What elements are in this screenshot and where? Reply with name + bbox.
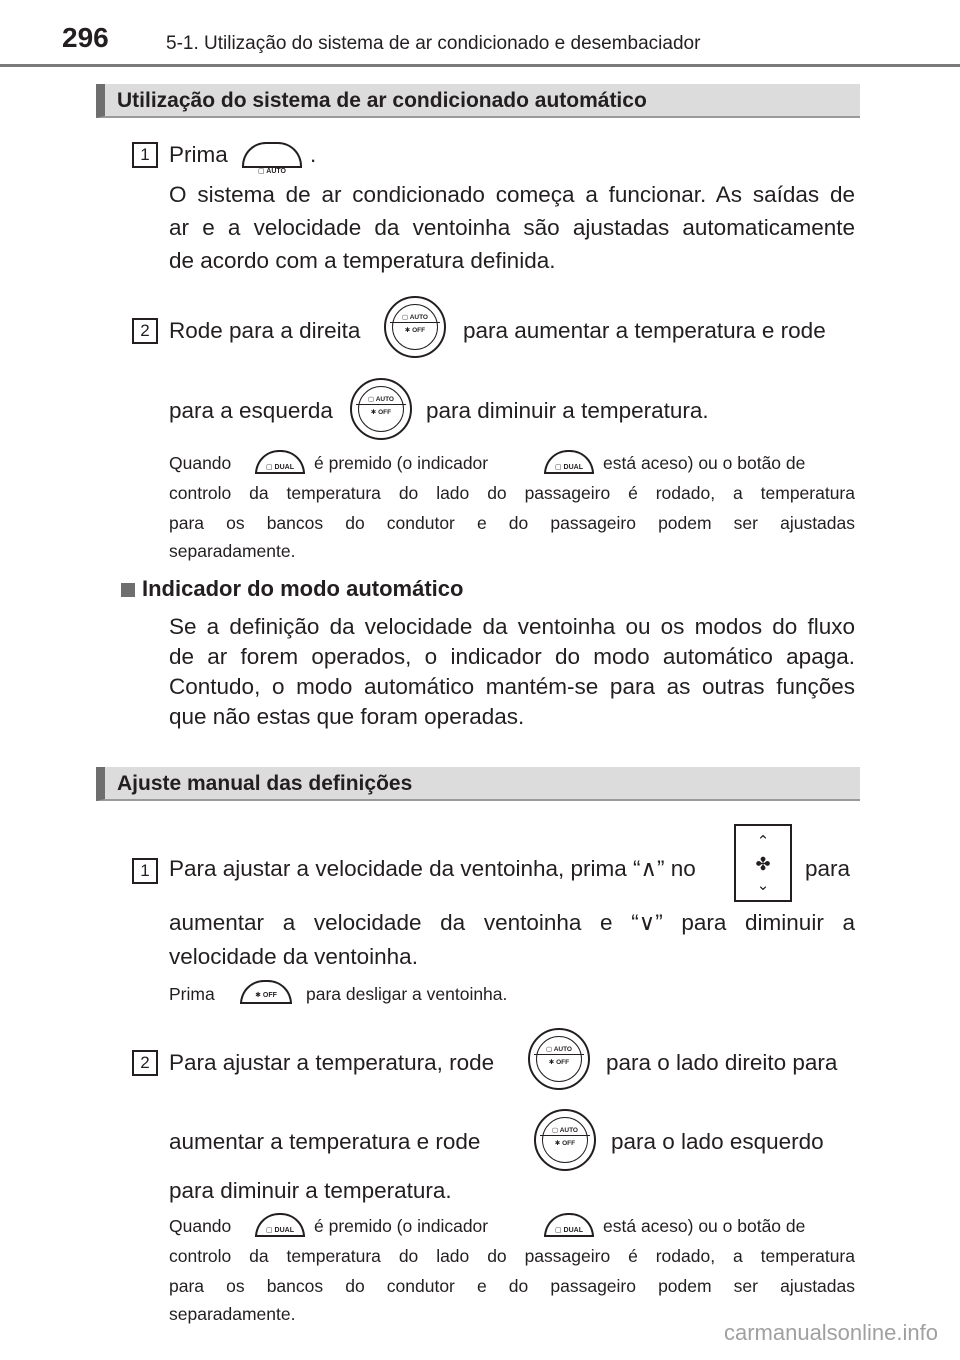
paragraph-line: ar e a velocidade da ventoinha são ajustadas automaticamente [169, 215, 855, 240]
note-text: separadamente. [169, 541, 296, 561]
note-text: é premido (o indicador [314, 453, 489, 473]
off-button-icon: ✱ OFF [240, 980, 292, 1004]
note-text: para desligar a ventoinha. [306, 984, 508, 1004]
note-text: separadamente. [169, 1304, 296, 1324]
note-text: está aceso) ou o botão de [603, 453, 806, 473]
dual-indicator-icon: ▢ DUAL [544, 450, 594, 474]
step-text: para diminuir a temperatura. [426, 398, 709, 423]
step-number-badge: 1 [132, 858, 158, 884]
temperature-knob-icon: ▢ AUTO ✱ OFF [350, 378, 412, 440]
note-text: Quando [169, 453, 232, 473]
section-title: Ajuste manual das definições [117, 772, 413, 795]
step-text: . [310, 142, 317, 167]
fan-speed-button-icon [734, 824, 792, 902]
step-text: Prima [169, 142, 228, 167]
note-text: para os bancos do condutor e do passageiro podem ser ajustadas [169, 513, 855, 533]
dual-button-icon: ▢ DUAL [255, 450, 305, 474]
step-text: para a esquerda [169, 398, 333, 423]
step-number-badge: 1 [132, 142, 158, 168]
temperature-knob-icon: ▢ AUTO ✱ OFF [384, 296, 446, 358]
paragraph-line: de ar forem operados, o indicador do modo automático apaga. [169, 644, 855, 669]
fan-icon: ✤ [755, 854, 771, 874]
step-text: Para ajustar a velocidade da ventoinha, prima “∧” no [169, 856, 696, 881]
note-text: Prima [169, 984, 215, 1004]
paragraph-line: Se a definição da velocidade da ventoinha ou os modos do fluxo [169, 614, 855, 639]
section-heading-manual [96, 767, 860, 801]
running-head: 5-1. Utilização do sistema de ar condicionado e desembaciador [166, 33, 701, 54]
temperature-knob-icon: ▢ AUTO ✱ OFF [528, 1028, 590, 1090]
note-text: para os bancos do condutor e do passageiro podem ser ajustadas [169, 1276, 855, 1296]
paragraph-line: Contudo, o modo automático mantém-se para as outras funções [169, 674, 855, 699]
step-text: para aumentar a temperatura e rode [463, 318, 826, 343]
dual-indicator-icon: ▢ DUAL [544, 1213, 594, 1237]
section-title: Utilização do sistema de ar condicionado automático [117, 89, 647, 112]
section-heading-auto [96, 84, 860, 118]
paragraph-line: de acordo com a temperatura definida. [169, 248, 556, 273]
step-text: Para ajustar a temperatura, rode [169, 1050, 495, 1075]
note-text: está aceso) ou o botão de [603, 1216, 806, 1236]
step-number-badge: 2 [132, 1050, 158, 1076]
step-number-badge: 2 [132, 318, 158, 344]
note-text: é premido (o indicador [314, 1216, 489, 1236]
subheading: Indicador do modo automático [142, 576, 464, 601]
paragraph-line: aumentar a velocidade da ventoinha e “∨” para diminuir a [169, 910, 855, 935]
auto-button-icon: ▢ AUTO [242, 142, 302, 168]
note-text: Quando [169, 1216, 232, 1236]
paragraph-line: O sistema de ar condicionado começa a funcionar. As saídas de [169, 182, 855, 207]
step-text: para o lado esquerdo [611, 1129, 824, 1154]
chevron-down-icon: ⌄ [756, 877, 770, 894]
step-text: para [805, 856, 851, 881]
paragraph-line: velocidade da ventoinha. [169, 944, 418, 969]
step-text: Rode para a direita [169, 318, 361, 343]
step-text: para o lado direito para [606, 1050, 838, 1075]
paragraph-line: para diminuir a temperatura. [169, 1178, 452, 1203]
page-number: 296 [62, 22, 109, 53]
paragraph-line: que não estas que foram operadas. [169, 704, 525, 729]
chevron-up-icon: ⌃ [756, 833, 770, 850]
note-text: controlo da temperatura do lado do passageiro é rodado, a temperatura [169, 483, 855, 503]
note-text: controlo da temperatura do lado do passageiro é rodado, a temperatura [169, 1246, 855, 1266]
header-rule [0, 64, 960, 67]
bullet-marker [121, 583, 135, 597]
step-text: aumentar a temperatura e rode [169, 1129, 481, 1154]
watermark: carmanualsonline.info [723, 1320, 938, 1345]
dual-button-icon: ▢ DUAL [255, 1213, 305, 1237]
temperature-knob-icon: ▢ AUTO ✱ OFF [534, 1109, 596, 1171]
